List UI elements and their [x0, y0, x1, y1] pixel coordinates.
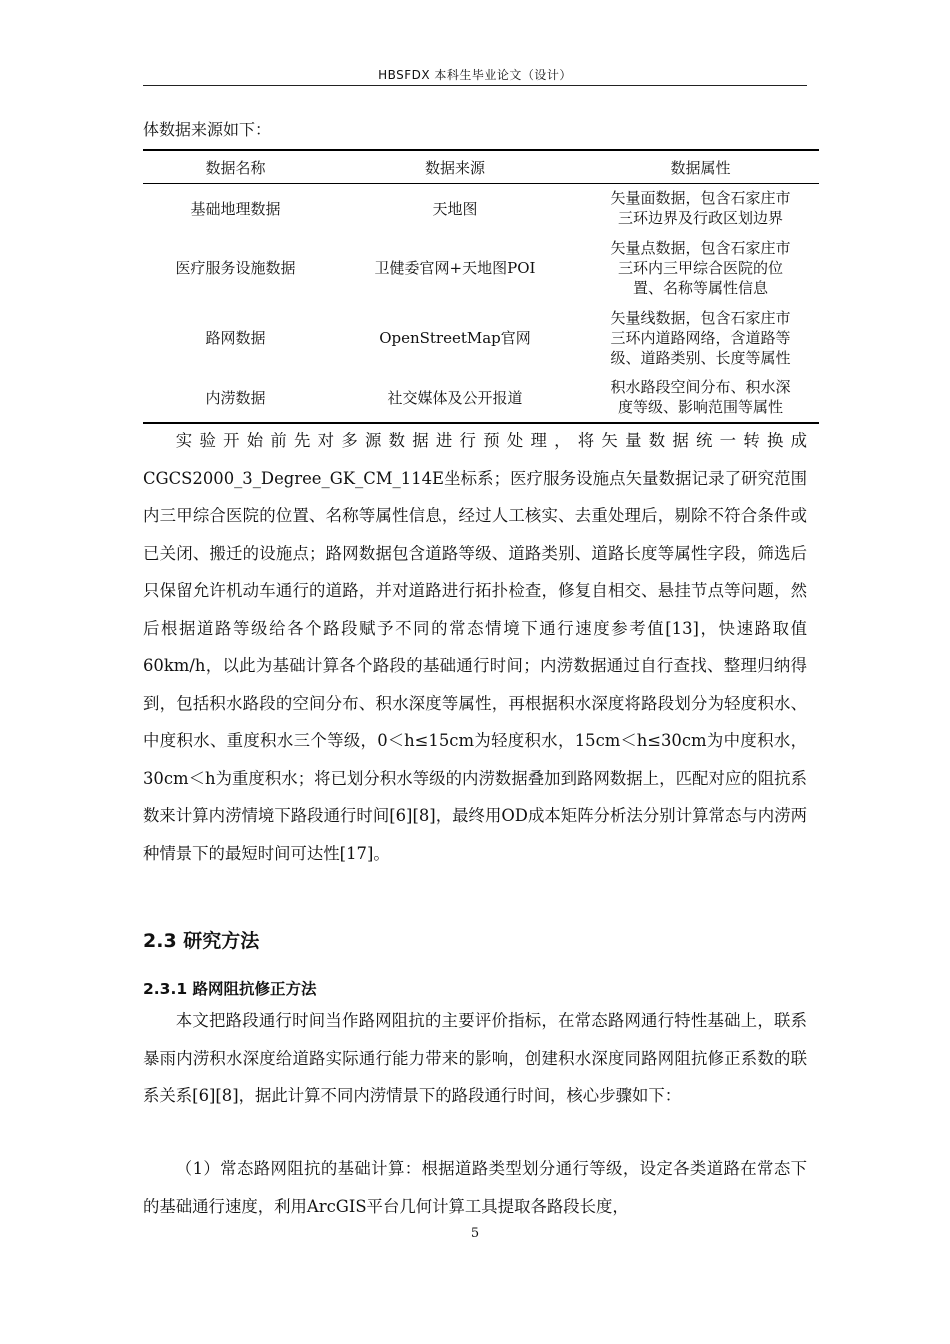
running-header: HBSFDX 本科生毕业论文（设计）: [378, 68, 572, 82]
cell-source: 卫健委官网+天地图POI: [374, 259, 536, 277]
attr-line: 三环边界及行政区划边界: [617, 209, 783, 228]
cell-attr: [582, 373, 819, 423]
body-paragraph: （1）常态路网阻抗的基础计算：根据道路类型划分通行等级，设定各类道路在常态下的基础通行速度，利用ArcGIS平台几何计算工具提取各路段长度，: [143, 1159, 807, 1216]
cell-name: 医疗服务设施数据: [175, 259, 296, 277]
attr-line: 三环内三甲综合医院的位: [617, 258, 783, 277]
page-number: 5: [470, 1226, 480, 1241]
attr-line: 矢量线数据，包含石家庄市: [610, 308, 791, 327]
cell-source: 天地图: [432, 199, 478, 218]
column-header: 数据来源: [328, 150, 582, 184]
attr-line: 度等级、影响范围等属性: [617, 398, 783, 416]
table-header-row: [143, 150, 819, 184]
cell-source: 社交媒体及公开报道: [328, 373, 582, 423]
attr-line: 级、道路类别、长度等属性: [610, 348, 791, 367]
cell-name: 基础地理数据: [190, 199, 281, 218]
cell-attr: [582, 303, 819, 373]
cell-attr: [582, 184, 819, 233]
body-paragraph: 本文把路段通行时间当作路网阻抗的主要评价指标，在常态路网通行特性基础上，联系暴雨内涝积水深度给道路实际通行能力带来的影响，创建积水深度同路网阻抗修正系数的联系关系[6][8]，据此计算不同内涝情景下的路段通行时间，核心步骤如下：: [143, 1011, 807, 1105]
data-source-table: [143, 149, 819, 424]
attr-line: 矢量点数据，包含石家庄市: [610, 238, 791, 257]
table-row: [143, 373, 819, 423]
subsection-heading: 2.3.1 路网阻抗修正方法: [143, 980, 317, 998]
cell-name: 内涝数据: [143, 373, 328, 423]
header-rule: [143, 85, 807, 86]
attr-line: 三环内道路网络，含道路等: [610, 328, 791, 347]
cell-source: OpenStreetMap官网: [379, 329, 531, 347]
attr-line: 矢量面数据，包含石家庄市: [610, 189, 791, 208]
column-header: 数据属性: [582, 150, 819, 184]
table-row: [143, 233, 819, 303]
intro-text: 体数据来源如下：: [143, 120, 272, 139]
table-row: [143, 303, 819, 373]
column-header: 数据名称: [143, 150, 328, 184]
section-heading: 2.3 研究方法: [143, 930, 260, 952]
attr-line: 置、名称等属性信息: [632, 278, 768, 297]
cell-attr: [582, 233, 819, 303]
cell-name: 路网数据: [205, 329, 266, 347]
attr-line: 积水路段空间分布、积水深: [610, 378, 791, 396]
table-row: [143, 184, 819, 233]
body-paragraph: 实验开始前先对多源数据进行预处理，将矢量数据统一转换成CGCS2000_3_Degree_GK_CM_114E坐标系；医疗服务设施点矢量数据记录了研究范围内三甲综合医院的位置、名称等属性信息，经过人工核实、去重处理后，剔除不符合条件或已关闭、搬迁的设施点；路网数据包含道路等级、道路类别、道路长度等属性字段，筛选后只保留允许机动车通行的道路，并对道路进行拓扑检查，修复自相交、悬挂节点等问题，然后根据道路等级给各个路段赋予不同的常态情境下通行速度参考值[13]，快速路取值60km/h，以此为基础计算各个路段的基础通行时间；内涝数据通过自行查找、整理归纳得到，包括积水路段的空间分布、积水深度等属性，再根据积水深度将路段划分为轻度积水、中度积水、重度积水三个等级，0＜h≤15cm为轻度积水，15cm＜h≤30cm为中度积水，30cm＜h为重度积水；将已划分积水等级的内涝数据叠加到路网数据上，匹配对应的阻抗系数来计算内涝情境下路段通行时间[6][8]，最终用OD成本矩阵分析法分别计算常态与内涝两种情景下的最短时间可达性[17]。: [143, 431, 807, 863]
